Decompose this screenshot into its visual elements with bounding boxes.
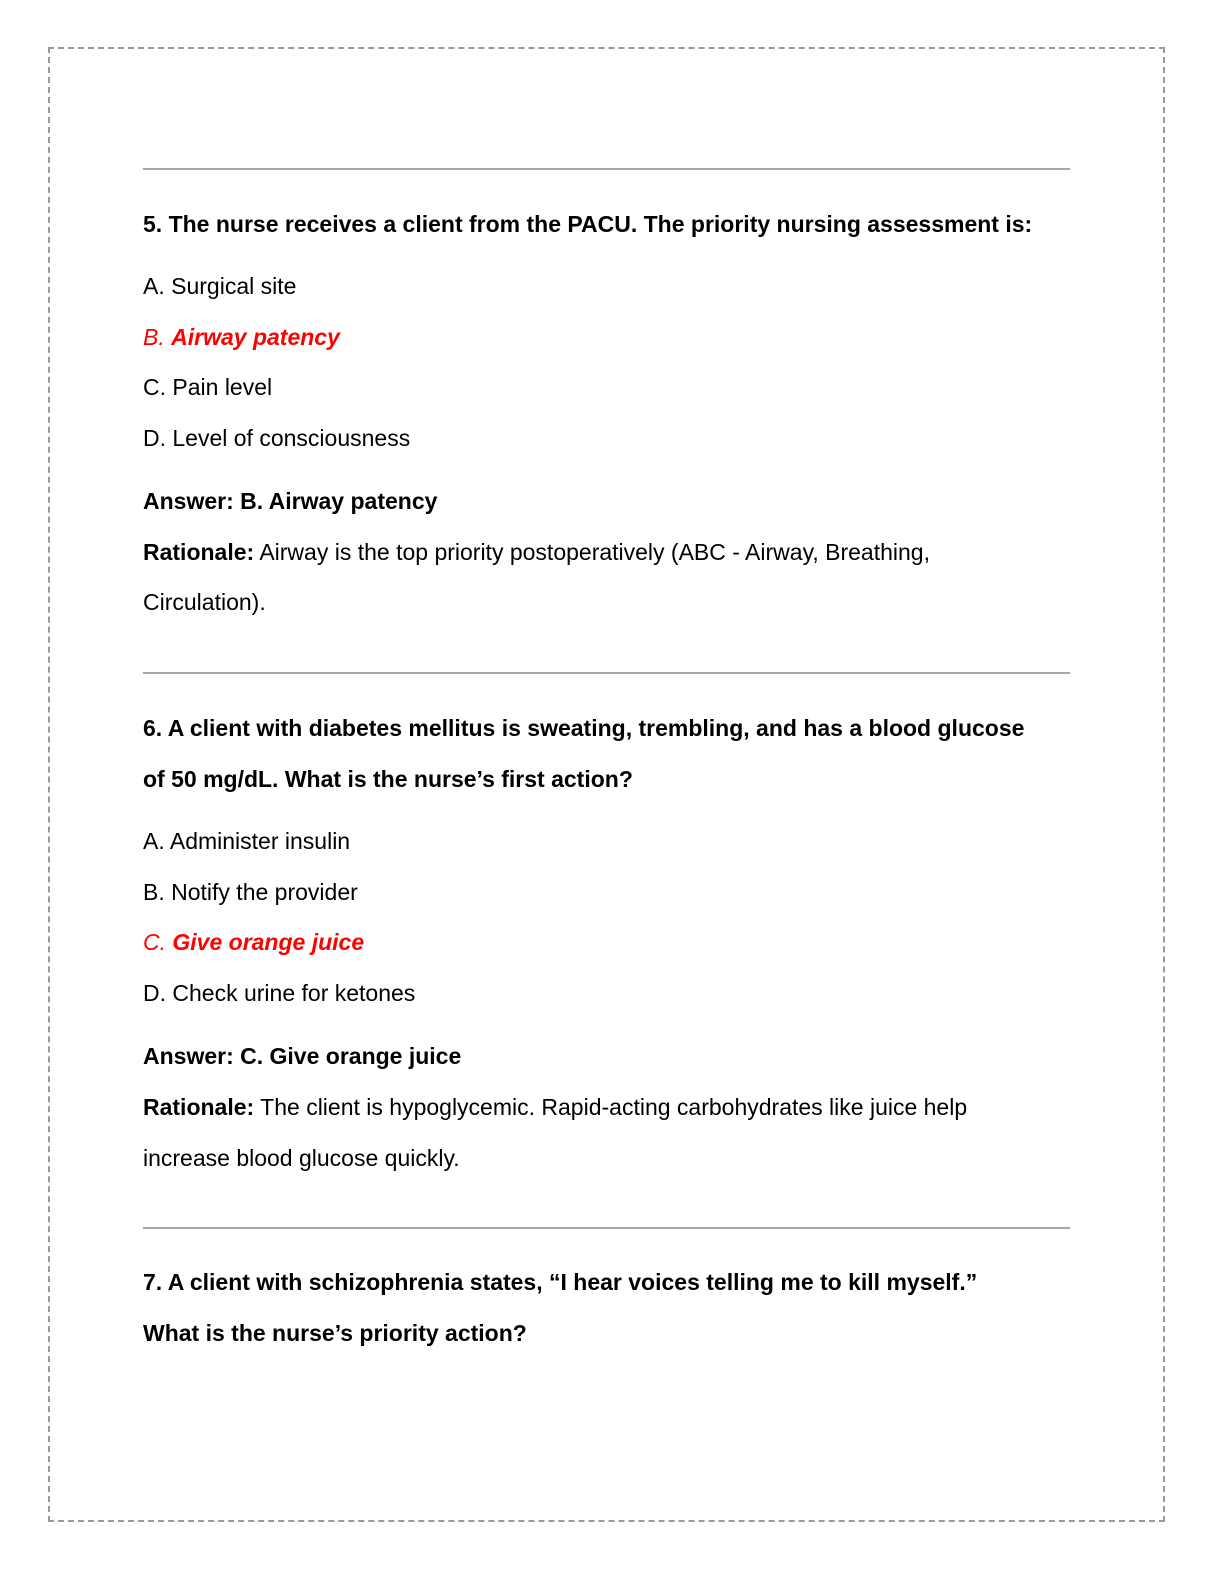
- option-5c: [143, 372, 272, 402]
- option-letter: C.: [143, 374, 166, 400]
- option-text: Check urine for ketones: [172, 980, 416, 1006]
- option-text: Surgical site: [171, 273, 297, 299]
- option-6c-correct: [143, 927, 364, 957]
- option-text: Level of consciousness: [172, 425, 411, 451]
- answer-5: Answer: B. Airway patency: [143, 488, 438, 514]
- rationale-label: Rationale:: [143, 1094, 255, 1120]
- option-letter: D.: [143, 425, 166, 451]
- option-text: Airway patency: [171, 324, 340, 350]
- option-text: Give orange juice: [172, 929, 365, 955]
- option-letter: A.: [143, 828, 165, 854]
- divider: [143, 168, 1070, 170]
- option-letter: B.: [143, 324, 165, 350]
- option-letter: D.: [143, 980, 166, 1006]
- divider: [143, 672, 1070, 674]
- option-text: Notify the provider: [171, 879, 358, 905]
- question-6-line-1: 6. A client with diabetes mellitus is sweating, trembling, and has a blood glucose: [143, 715, 1025, 741]
- rationale-5-line-1: [143, 537, 930, 567]
- answer-6: Answer: C. Give orange juice: [143, 1043, 462, 1069]
- option-5a: [143, 271, 296, 301]
- rationale-label: Rationale:: [143, 539, 255, 565]
- option-6b: [143, 877, 358, 907]
- option-6d: [143, 978, 415, 1008]
- rationale-text: Airway is the top priority postoperatively (ABC - Airway, Breathing,: [259, 539, 930, 565]
- option-letter: C.: [143, 929, 166, 955]
- question-5-text: 5. The nurse receives a client from the PACU. The priority nursing assessment is:: [143, 211, 1033, 237]
- rationale-6-line-1: [143, 1092, 967, 1122]
- option-letter: A.: [143, 273, 165, 299]
- option-6a: [143, 826, 350, 856]
- option-text: Administer insulin: [169, 828, 351, 854]
- question-7-line-1: 7. A client with schizophrenia states, “I hear voices telling me to kill myself.”: [143, 1269, 978, 1295]
- rationale-text: The client is hypoglycemic. Rapid-acting carbohydrates like juice help: [260, 1094, 968, 1120]
- option-5d: [143, 423, 410, 453]
- rationale-6-line-2: increase blood glucose quickly.: [143, 1145, 460, 1171]
- option-5b-correct: [143, 322, 340, 352]
- option-text: Pain level: [172, 374, 273, 400]
- rationale-5-line-2: Circulation).: [143, 589, 266, 615]
- question-6-line-2: of 50 mg/dL. What is the nurse’s first action?: [143, 766, 633, 792]
- option-letter: B.: [143, 879, 165, 905]
- divider: [143, 1227, 1070, 1229]
- question-7-line-2: What is the nurse’s priority action?: [143, 1320, 527, 1346]
